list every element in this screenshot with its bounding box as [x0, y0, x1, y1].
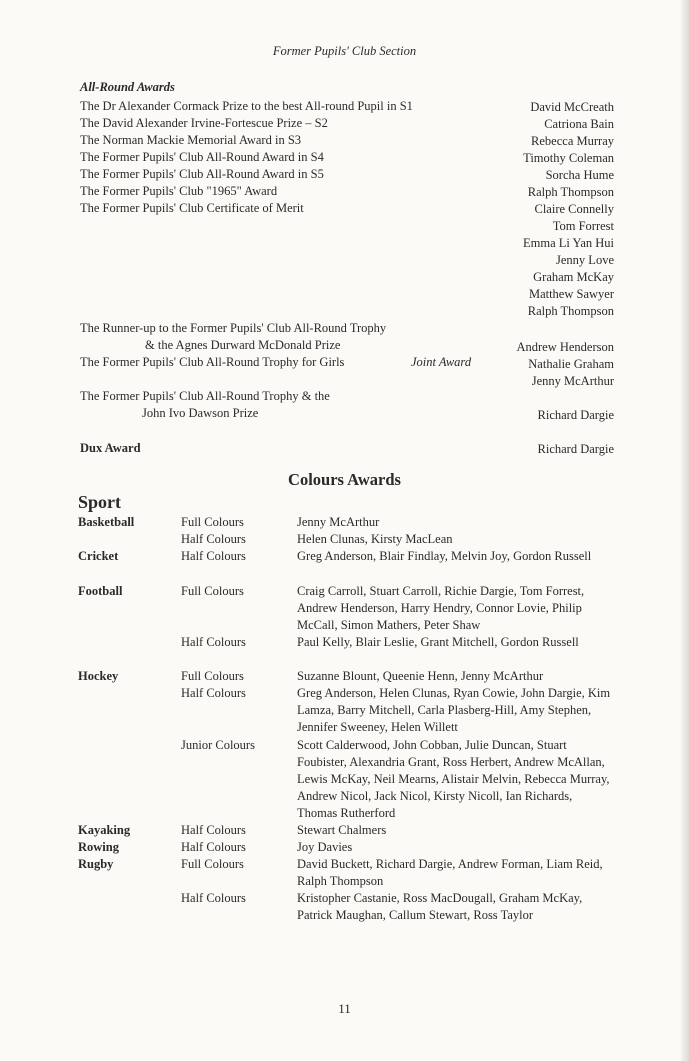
award-name: The Norman Mackie Memorial Award in S3: [80, 133, 302, 147]
colour-recipients: Craig Carroll, Stuart Carroll, Richie Dargie, Tom Forrest, Andrew Henderson, Harry Hendry, Connor Lovie, Philip McCall, Simon Mathers, Peter Shaw: [297, 584, 585, 632]
colour-recipients: Kristopher Castanie, Ross MacDougall, Graham McKay, Patrick Maughan, Callum Stewart, Ross Taylor: [297, 891, 583, 922]
award-name: The David Alexander Irvine-Fortescue Prize – S2: [80, 116, 328, 130]
joint-award-note: Joint Award: [411, 355, 472, 369]
award-name: The Former Pupils' Club All-Round Award in S4: [80, 150, 324, 164]
colour-recipients: Stewart Chalmers: [297, 823, 387, 837]
colour-level: Half Colours: [181, 549, 246, 563]
colour-level: Half Colours: [181, 840, 246, 854]
colour-recipients: Jenny McArthur: [297, 515, 380, 529]
colour-recipients: Suzanne Blount, Queenie Henn, Jenny McArthur: [297, 669, 544, 683]
all-round-title: All-Round Awards: [80, 80, 175, 94]
colour-recipients: Scott Calderwood, John Cobban, Julie Duncan, Stuart Foubister, Alexandria Grant, Ross Herbert, Andrew McAllan, Lewis McKay, Neil Mearns, Alistair Melvin, Rebecca Murray, Andrew Nicol, Jack Nicol, Kirsty Nicoll, Ian Richards, Thomas Rutherford: [297, 738, 610, 820]
colour-recipients: Greg Anderson, Blair Findlay, Melvin Joy, Gordon Russell: [297, 549, 592, 563]
award-name: The Former Pupils' Club Certificate of Merit: [80, 201, 304, 215]
merit-winner: Ralph Thompson: [527, 304, 614, 318]
colour-level: Full Colours: [181, 857, 244, 871]
merit-winner: Jenny Love: [556, 253, 614, 267]
sport-name: Cricket: [78, 549, 119, 563]
award-name: The Former Pupils' Club "1965" Award: [80, 184, 278, 198]
colour-level: Full Colours: [181, 515, 244, 529]
colour-recipients: David Buckett, Richard Dargie, Andrew Forman, Liam Reid, Ralph Thompson: [297, 857, 603, 888]
merit-winner: Emma Li Yan Hui: [523, 236, 614, 250]
girls-trophy-winner: Nathalie Graham: [528, 357, 614, 371]
sport-name: Kayaking: [78, 823, 131, 837]
award-winner: Rebecca Murray: [531, 134, 614, 148]
colour-level: Half Colours: [181, 891, 246, 905]
colour-level: Half Colours: [181, 823, 246, 837]
trophy-award-cont: John Ivo Dawson Prize: [142, 406, 259, 420]
colour-level: Half Colours: [181, 532, 246, 546]
award-name: The Former Pupils' Club All-Round Award in S5: [80, 167, 324, 181]
award-name: The Dr Alexander Cormack Prize to the best All-round Pupil in S1: [80, 99, 413, 113]
merit-winner: Tom Forrest: [552, 219, 614, 233]
award-winner: Claire Connelly: [534, 202, 614, 216]
award-winner: Catriona Bain: [544, 117, 614, 131]
sport-name: Rowing: [78, 840, 119, 854]
sport-name: Rugby: [78, 857, 114, 871]
award-winner: Ralph Thompson: [527, 185, 614, 199]
merit-winner: Matthew Sawyer: [528, 287, 614, 301]
award-winner: Sorcha Hume: [545, 168, 614, 182]
sport-name: Hockey: [78, 669, 119, 683]
runner-up-winner: Andrew Henderson: [516, 340, 614, 354]
merit-winner: Graham McKay: [533, 270, 614, 284]
colour-recipients: Helen Clunas, Kirsty MacLean: [297, 532, 453, 546]
colour-level: Junior Colours: [181, 738, 255, 752]
award-winner: Timothy Coleman: [523, 151, 614, 165]
sport-name: Basketball: [78, 515, 135, 529]
trophy-award: The Former Pupils' Club All-Round Trophy & the: [80, 389, 330, 403]
colours-title: Colours Awards: [288, 470, 401, 489]
runner-up-award-cont: & the Agnes Durward McDonald Prize: [145, 338, 341, 352]
trophy-winner: Richard Dargie: [537, 408, 614, 422]
colour-level: Half Colours: [181, 686, 246, 700]
page-edge-shadow: [681, 0, 689, 1061]
runner-up-award: The Runner-up to the Former Pupils' Club All-Round Trophy: [80, 321, 387, 335]
colour-recipients: Paul Kelly, Blair Leslie, Grant Mitchell, Gordon Russell: [297, 635, 579, 649]
section-header: Former Pupils' Club Section: [272, 44, 417, 58]
colour-level: Half Colours: [181, 635, 246, 649]
girls-trophy-winner: Jenny McArthur: [531, 374, 614, 388]
colour-recipients: Greg Anderson, Helen Clunas, Ryan Cowie, John Dargie, Kim Lamza, Barry Mitchell, Carla Plasberg-Hill, Amy Stephen, Jennifer Sweeney, Helen Willett: [297, 686, 611, 734]
sport-heading: Sport: [78, 492, 122, 512]
colour-level: Full Colours: [181, 669, 244, 683]
girls-trophy-award: The Former Pupils' Club All-Round Trophy for Girls: [80, 355, 345, 369]
award-winner: David McCreath: [530, 100, 614, 114]
page-number: 11: [338, 1001, 351, 1016]
dux-award-label: Dux Award: [80, 441, 141, 455]
sport-name: Football: [78, 584, 123, 598]
colour-recipients: Joy Davies: [297, 840, 353, 854]
colour-level: Full Colours: [181, 584, 244, 598]
dux-award-winner: Richard Dargie: [537, 442, 614, 456]
